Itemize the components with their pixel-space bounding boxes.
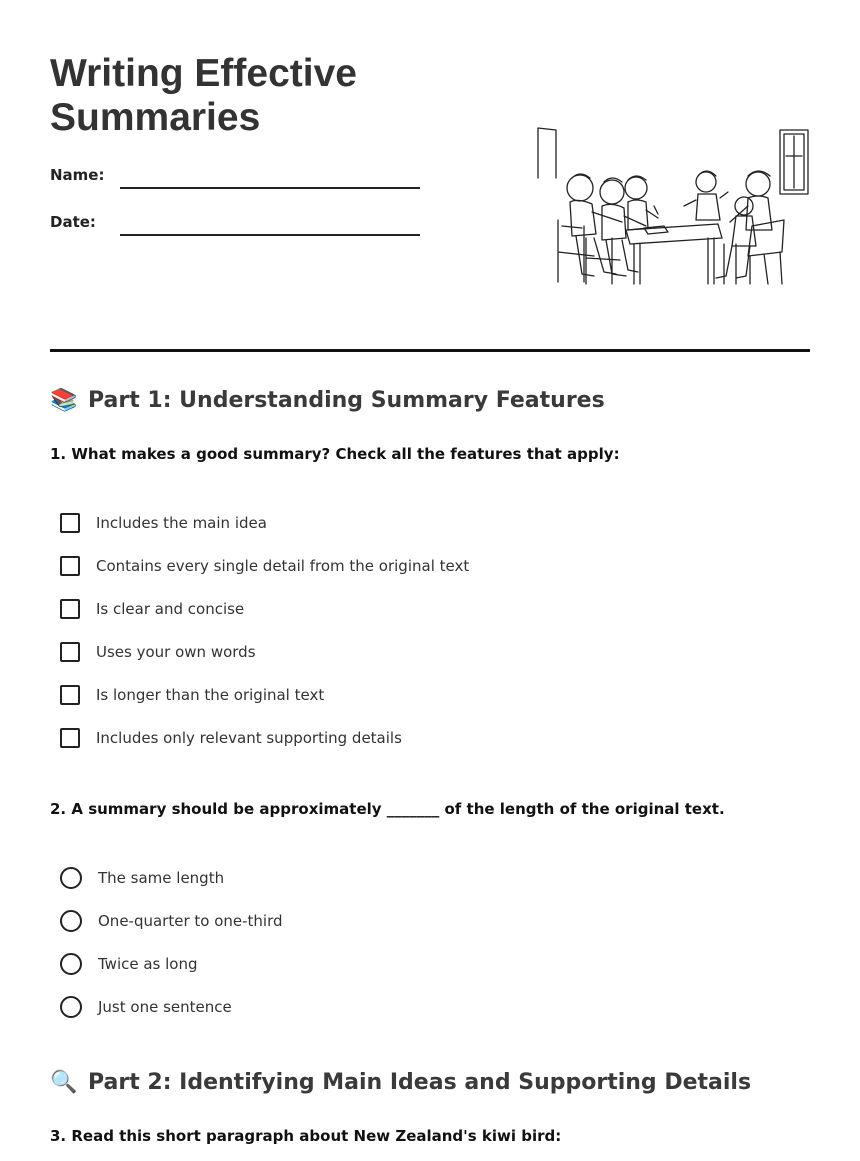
option-label: Twice as long bbox=[98, 954, 198, 973]
option-label: Includes the main idea bbox=[96, 513, 267, 532]
radio-button[interactable] bbox=[60, 867, 82, 889]
part1-heading bbox=[50, 388, 605, 413]
checkbox[interactable] bbox=[60, 513, 80, 533]
checkbox[interactable] bbox=[60, 556, 80, 576]
radio-button[interactable] bbox=[60, 953, 82, 975]
radio-button[interactable] bbox=[60, 910, 82, 932]
date-label: Date: bbox=[50, 213, 96, 231]
name-field[interactable] bbox=[120, 187, 420, 189]
option-label: Contains every single detail from the original text bbox=[96, 556, 470, 575]
radio-option[interactable] bbox=[60, 942, 283, 985]
checkbox[interactable] bbox=[60, 599, 80, 619]
checkbox-option[interactable] bbox=[60, 587, 469, 630]
checkbox-option[interactable] bbox=[60, 673, 469, 716]
classroom-illustration bbox=[536, 126, 810, 288]
part1-title: Part 1: Understanding Summary Features bbox=[88, 388, 605, 413]
part2-title: Part 2: Identifying Main Ideas and Supporting Details bbox=[88, 1070, 752, 1095]
checkbox-option[interactable] bbox=[60, 630, 469, 673]
option-label: Includes only relevant supporting details bbox=[96, 728, 402, 747]
checkbox[interactable] bbox=[60, 685, 80, 705]
option-label: Uses your own words bbox=[96, 642, 256, 661]
option-label: Is clear and concise bbox=[96, 599, 245, 618]
radio-option[interactable] bbox=[60, 985, 283, 1028]
question-1-options bbox=[60, 501, 469, 759]
books-icon: 📚 bbox=[50, 388, 78, 413]
magnifier-icon: 🔍 bbox=[50, 1070, 78, 1095]
option-label: One-quarter to one-third bbox=[98, 911, 283, 930]
question-1: 1. What makes a good summary? Check all the features that apply: bbox=[50, 445, 620, 463]
option-label: Is longer than the original text bbox=[96, 685, 325, 704]
header-divider bbox=[50, 349, 810, 352]
checkbox-option[interactable] bbox=[60, 716, 469, 759]
radio-option[interactable] bbox=[60, 856, 283, 899]
question-2-options bbox=[60, 856, 283, 1028]
checkbox-option[interactable] bbox=[60, 501, 469, 544]
part2-heading bbox=[50, 1070, 751, 1095]
radio-option[interactable] bbox=[60, 899, 283, 942]
checkbox[interactable] bbox=[60, 728, 80, 748]
option-label: The same length bbox=[98, 868, 225, 887]
name-label: Name: bbox=[50, 166, 105, 184]
worksheet-title: Writing Effective Summaries bbox=[50, 52, 357, 139]
date-field[interactable] bbox=[120, 234, 420, 236]
question-2: 2. A summary should be approximately _______ of the length of the original text. bbox=[50, 800, 725, 818]
option-label: Just one sentence bbox=[98, 997, 232, 1016]
checkbox[interactable] bbox=[60, 642, 80, 662]
radio-button[interactable] bbox=[60, 996, 82, 1018]
question-3: 3. Read this short paragraph about New Zealand's kiwi bird: bbox=[50, 1127, 562, 1145]
checkbox-option[interactable] bbox=[60, 544, 469, 587]
